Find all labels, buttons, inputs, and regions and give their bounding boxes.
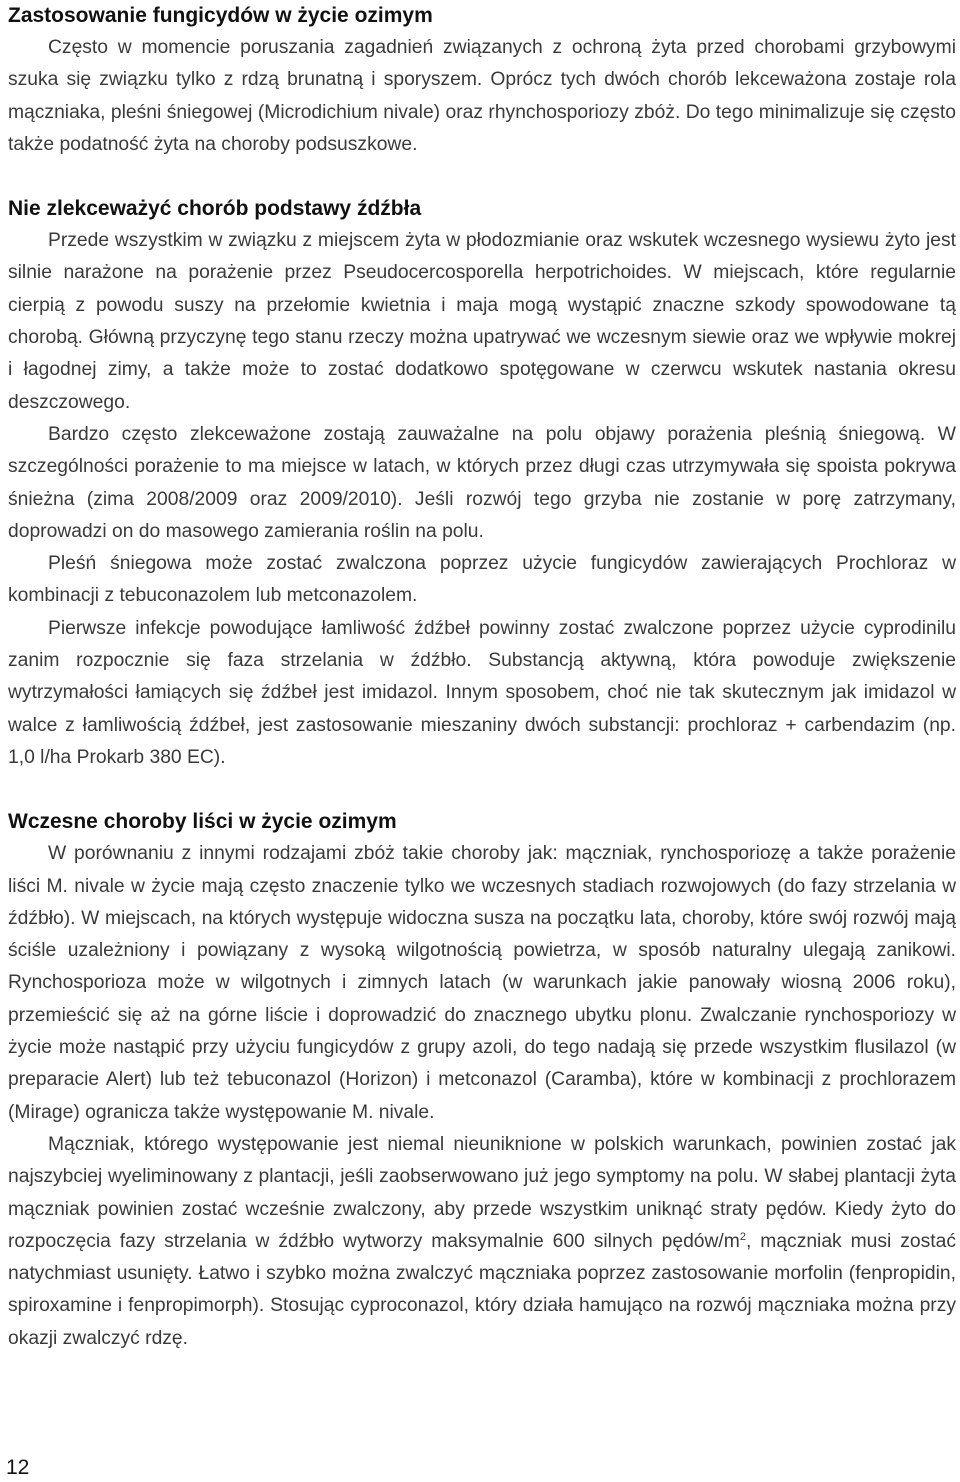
paragraph: Przede wszystkim w związku z miejscem żyta w płodozmianie oraz wskutek wczesnego wysiewu żyto jest silnie narażone na porażenie przez Pseudocercosporella herpotrichoides. W miejscach, które regularnie cierpią z powodu suszy na przełomie kwietnia i maja mogą wystąpić znaczne szkody spowodowane tą chorobą. Główną przyczynę tego stanu rzeczy można upatrywać we wczesnym siewie oraz we wpływie mokrej i łagodnej zimy, a także może to zostać dodatkowo spotęgowane w czerwcu wskutek nastania okresu deszczowego. [8,230,956,413]
paragraph-text: , mączniak musi zostać natychmiast usunięty. Łatwo i szybko można zwalczyć mączniaka poprzez zastosowanie morfolin (fenpropidin, spiroxamine i fenpropimorph). Stosując cyproconazol, który działa hamująco na rozwój mączniaka można przy okazji zwalczyć rdzę. [8,1230,956,1349]
section-heading-stem-base-diseases: Nie zlekceważyć chorób podstawy źdźbła [8,197,422,221]
section-spacer [8,161,956,193]
paragraph-text: Mączniak, którego występowanie jest niemal nieuniknione w polskich warunkach, powinien zostać jak najszybciej wyeliminowany z plantacji, jeśli zaobserwowano już jego symptomy na polu. W słabej plantacji żyta mączniak powinien zostać wcześnie zwalczony, aby przede wszystkim uniknąć straty pędów. Kiedy żyto do rozpoczęcia fazy strzelania w źdźbło wytworzy maksymalnie 600 silnych pędów/m [8,1133,956,1252]
paragraph: Pleśń śniegowa może zostać zwalczona poprzez użycie fungicydów zawierających Prochloraz w kombinacji z tebuconazolem lub metconazolem. [8,553,956,607]
paragraph: Bardzo często zlekceważone zostają zauważalne na polu objawy porażenia pleśnią śniegową. W szczególności porażenie to ma miejsce w latach, w których przez długi czas utrzymywała się spoista pokrywa śnieżna (zima 2008/2009 oraz 2009/2010). Jeśli rozwój tego grzyba nie zostanie w porę zatrzymany, doprowadzi on do masowego zamierania roślin na polu. [8,423,956,542]
section-heading-early-leaf-diseases: Wczesne choroby liści w życie ozimym [8,810,397,834]
superscript: 2 [739,1230,746,1243]
paragraph: W porównaniu z innymi rodzajami zbóż takie choroby jak: mączniak, rynchosporiozę a także porażenie liści M. nivale w życie mają często znaczenie tylko we wczesnych stadiach rozwojowych (do fazy strzelania w źdźbło). W miejscach, na których występuje widoczna susza na początku lata, choroby, które swój rozwój mają ściśle uzależniony i powiązany z wysoką wilgotnością powietrza, w sposób naturalny ulegają zanikowi. Rynchosporioza może w wilgotnych i zimnych latach (w warunkach jakie panowały wiosną 2006 roku), przemieścić się aż na górne liście i doprowadzić do znacznego ubytku plonu. Zwalczanie rynchosporiozy w życie może nastąpić przy użyciu fungicydów z grupy azoli, do tego nadają się przede wszystkim flusilazol (w preparacie Alert) lub też tebuconazol (Horizon) i metconazol (Caramba), które w kombinacji z prochlorazem (Mirage) ogranicza także występowanie M. nivale. [8,843,956,1123]
page-number: 12 [6,1456,30,1479]
paragraph: Często w momencie poruszania zagadnień związanych z ochroną żyta przed chorobami grzybowymi szuka się związku tylko z rdzą brunatną i sporyszem. Oprócz tych dwóch chorób lekceważona zostaje rola mączniaka, pleśni śniegowej (Microdichium nivale) oraz rhynchosporiozy zbóż. Do tego minimalizuje się często także podatność żyta na choroby podsuszkowe. [8,37,956,155]
paragraph-with-superscript [8,1129,956,1355]
paragraph: Pierwsze infekcje powodujące łamliwość źdźbeł powinny zostać zwalczone poprzez użycie cyprodinilu zanim rozpocznie się faza strzelania w źdźbło. Substancją aktywną, która powoduje zwiększenie wytrzymałości łamiących się źdźbeł jest imidazol. Innym sposobem, choć nie tak skutecznym jak imidazol w walce z łamliwością źdźbeł, jest zastosowanie mieszaniny dwóch substancji: prochloraz + carbendazim (np. 1,0 l/ha Prokarb 380 EC). [8,617,956,768]
section-heading-fungicides: Zastosowanie fungicydów w życie ozimym [8,4,433,27]
section-spacer [8,774,956,806]
document-page [8,0,956,1355]
